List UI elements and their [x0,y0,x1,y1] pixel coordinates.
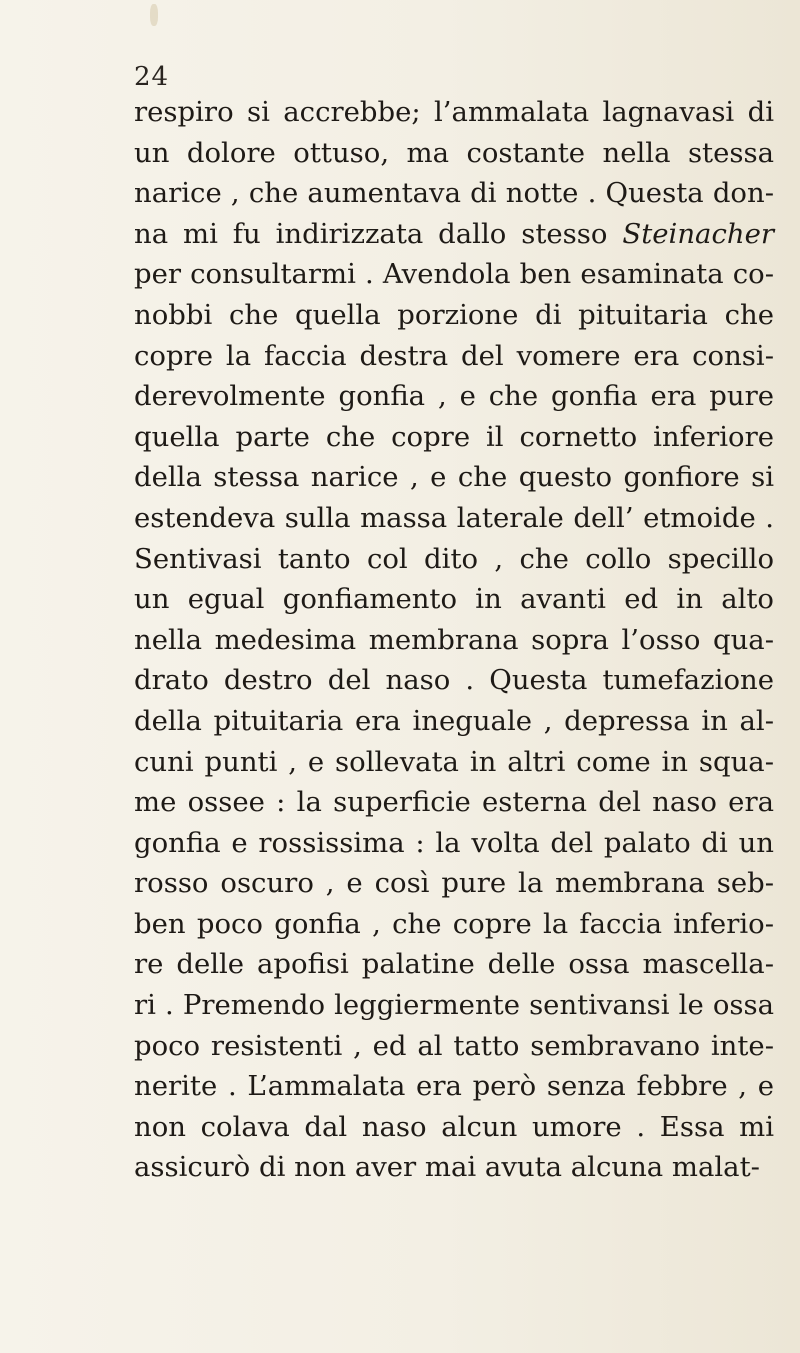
text-line: ri . Premendo leggiermente sentivansi le ossa [134,989,774,1022]
body-text [134,92,774,1188]
text-line: na mi fu indirizzata dallo stesso Steinacher [134,217,774,250]
text-line: derevolmente gonfia , e che gonfia era pure [134,380,774,413]
text-line: della pituitaria era ineguale , depressa in al- [134,704,774,737]
text-line: un dolore ottuso, ma costante nella stessa [134,136,774,169]
text-line: per consultarmi . Avendola ben esaminata co- [134,258,774,291]
page-number: 24 [134,62,170,92]
text-line: re delle apofisi palatine delle ossa mascella- [134,948,774,981]
text-line: nobbi che quella porzione di pituitaria che [134,298,774,331]
text-line: nerite . L’ammalata era però senza febbre , e [134,1070,774,1103]
text-line: cuni punti , e sollevata in altri come in squa- [134,745,774,778]
text-line: estendeva sulla massa laterale dell’ etmoide . [134,501,774,534]
italic-name: Steinacher [622,217,774,250]
text-line: Sentivasi tanto col dito , che collo specillo [134,542,774,575]
text-line: nella medesima membrana sopra l’osso qua- [134,623,774,656]
text-line: gonfia e rossissima : la volta del palato di un [134,826,774,859]
text-line: me ossee : la superficie esterna del naso era [134,786,774,819]
text-line: rosso oscuro , e così pure la membrana seb- [134,867,774,900]
text-line: poco resistenti , ed al tatto sembravano inte- [134,1029,774,1062]
text-line: quella parte che copre il cornetto inferiore [134,420,774,453]
text-line: un egual gonfiamento in avanti ed in alto [134,583,774,616]
text-line: copre la faccia destra del vomere era consi- [134,339,774,372]
text-line: assicurò di non aver mai avuta alcuna malat- [134,1151,760,1184]
text-line: non colava dal naso alcun umore . Essa mi [134,1110,774,1143]
text-line: ben poco gonfia , che copre la faccia inferio- [134,907,774,940]
text-line: drato destro del naso . Questa tumefazione [134,664,774,697]
text-line: respiro si accrebbe; l’ammalata lagnavasi di [134,96,774,128]
text-line: narice , che aumentava di notte . Questa don- [134,177,774,210]
ink-spot [150,4,158,26]
text-line: della stessa narice , e che questo gonfiore si [134,461,774,494]
